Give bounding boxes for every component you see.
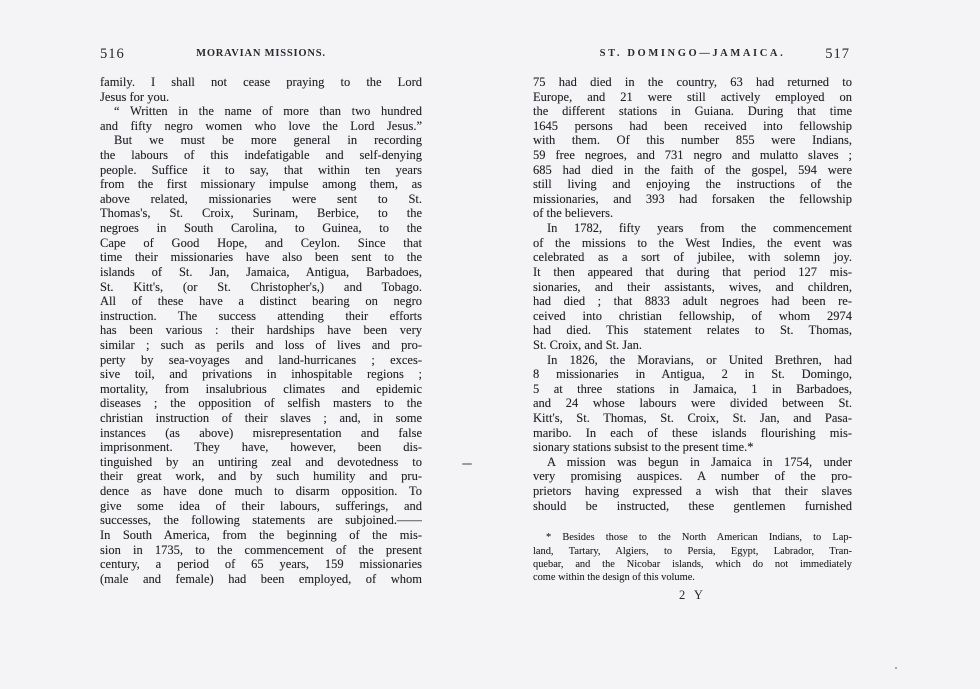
- text-line: St. Croix, and St. Jan.: [533, 337, 643, 352]
- text-line: A mission was begun in Jamaica in 1754, under: [547, 454, 852, 469]
- signature-mark: 2 Y: [679, 587, 706, 602]
- text-line: similar ; such as perils and loss of lives and pro-: [100, 337, 422, 352]
- text-line: (male and female) had been employed, of whom: [100, 571, 422, 586]
- text-line: century, a period of 65 years, 159 missionaries: [100, 557, 422, 572]
- text-line: family. I shall not cease praying to the Lord: [100, 75, 422, 89]
- text-line: sion in 1735, to the commencement of the present: [100, 542, 422, 557]
- text-line: sionaries, and their assistants, wives, and children,: [533, 279, 852, 294]
- text-line: imprisonment. They have, however, been dis-: [100, 440, 422, 455]
- text-line: 8 missionaries in Antigua, 2 in St. Domingo,: [533, 367, 852, 382]
- scan-artifact-dot: [895, 667, 897, 669]
- text-line: In 1782, fifty years from the commencement: [547, 221, 852, 236]
- text-line: and 24 whose labours were divided between St.: [533, 396, 852, 411]
- text-line: of the missions to the West Indies, the event was: [533, 235, 852, 250]
- text-line: negroes in South Carolina, to Guinea, to the: [100, 221, 422, 236]
- text-line: of the believers.: [533, 206, 614, 221]
- text-line: All of these have a distinct bearing on negro: [100, 294, 422, 309]
- text-line: * Besides those to the North American Indians, to Lap-: [546, 532, 852, 544]
- text-line: quebar, and the Nicobar islands, which do not immediately: [533, 559, 852, 571]
- left-page: [100, 46, 422, 586]
- text-line: should be instructed, these gentlemen furnished: [533, 498, 852, 513]
- text-line: had died ; that 8833 adult negroes had been re-: [533, 294, 852, 309]
- text-line: 59 free negroes, and 731 negro and mulatto slaves ;: [533, 148, 852, 163]
- text-line: come within the design of this volume.: [533, 572, 695, 584]
- text-line: dence as have done much to disarm opposition. To: [100, 484, 422, 499]
- footnote: [533, 531, 852, 585]
- text-line: successes, the following statements are subjoined.——: [100, 513, 422, 528]
- text-line: instruction. The success attending their efforts: [100, 308, 422, 323]
- text-line: Kitt's, St. Thomas, St. Croix, St. Jan, and Pasa-: [533, 411, 852, 426]
- running-head-right: ST. DOMINGO—JAMAICA.: [599, 48, 786, 59]
- text-line: missionaries, and 393 had forsaken the fellowship: [533, 191, 852, 206]
- text-line: tinguished by an untiring zeal and devotedness to: [100, 454, 422, 469]
- text-line: 75 had died in the country, 63 had returned to: [533, 75, 852, 89]
- body-text-left: [100, 75, 422, 586]
- text-line: had died. This statement relates to St. Thomas,: [533, 323, 852, 338]
- text-line: still living and enjoying the instructions of the: [533, 177, 852, 192]
- text-line: with them. Of this number 855 were Indians,: [533, 133, 852, 148]
- body-text-right: [533, 75, 852, 513]
- text-line: 1645 persons had been received into fellowship: [533, 118, 852, 133]
- text-line: ceived into christian fellowship, of whom 2974: [533, 308, 852, 323]
- text-line: celebrated as a sort of jubilee, with solemn joy.: [533, 250, 852, 265]
- text-line: time their missionaries have also been sent to the: [100, 250, 422, 265]
- text-line: Jesus for you.: [100, 89, 170, 104]
- text-line: St. Kitt's, (or St. Christopher's,) and Tobago.: [100, 279, 422, 294]
- text-line: mortality, from insalubrious climates and epidemic: [100, 381, 422, 396]
- text-line: perty by sea-voyages and land-hurricanes ; exces-: [100, 352, 422, 367]
- text-line: 685 had died in the faith of the gospel, 594 were: [533, 162, 852, 177]
- text-line: diseases ; the opposition of selfish masters to the: [100, 396, 422, 411]
- text-line: “ Written in the name of more than two hundred: [114, 104, 422, 119]
- text-line: the different stations in Guiana. During that time: [533, 104, 852, 119]
- text-line: from the first missionary impulse among them, as: [100, 177, 422, 192]
- text-line: sionary stations subsist to the present time.*: [533, 440, 754, 455]
- text-line: has been various : their hardships have been very: [100, 323, 422, 338]
- text-line: land, Tartary, Algiers, to Persia, Egypt, Labrador, Tran-: [533, 545, 852, 557]
- page-number-left: 516: [100, 46, 125, 62]
- left-page-header: [100, 46, 422, 66]
- text-line: the labours of this indefatigable and self-denying: [100, 148, 422, 163]
- scan-artifact-dash: [462, 463, 472, 465]
- text-line: and fifty negro women who love the Lord Jesus.”: [100, 118, 422, 133]
- text-line: maribo. In each of these islands flourishing mis-: [533, 425, 852, 440]
- text-line: very promising auspices. A number of the pro-: [533, 469, 852, 484]
- text-line: 5 at three stations in Jamaica, 1 in Barbadoes,: [533, 381, 852, 396]
- text-line: prietors having expressed a wish that their slaves: [533, 484, 852, 499]
- text-line: In 1826, the Moravians, or United Brethren, had: [547, 352, 852, 367]
- text-line: christian instruction of their slaves ; and, in some: [100, 411, 422, 426]
- text-line: But we must be more general in recording: [114, 133, 422, 148]
- page-number-right: 517: [825, 46, 850, 62]
- text-line: Cape of Good Hope, and Ceylon. Since that: [100, 235, 422, 250]
- text-line: give some idea of their labours, sufferings, and: [100, 498, 422, 513]
- text-line: It then appeared that during that period 127 mis-: [533, 264, 852, 279]
- right-page-header: [533, 46, 852, 66]
- text-line: instances (as above) misrepresentation and false: [100, 425, 422, 440]
- text-line: people. Suffice it to say, that within ten years: [100, 162, 422, 177]
- text-line: sive toil, and privations in inhospitable regions ;: [100, 367, 422, 382]
- running-head-left: MORAVIAN MISSIONS.: [196, 48, 326, 59]
- text-line: islands of St. Jan, Jamaica, Antigua, Barbadoes,: [100, 264, 422, 279]
- text-line: In South America, from the beginning of the mis-: [100, 527, 422, 542]
- text-line: above related, missionaries were sent to St.: [100, 191, 422, 206]
- text-line: Thomas's, St. Croix, Surinam, Berbice, to the: [100, 206, 422, 221]
- text-line: their great work, and by such humility and pru-: [100, 469, 422, 484]
- right-page: [533, 46, 852, 603]
- text-line: Europe, and 21 were still actively employed on: [533, 89, 852, 104]
